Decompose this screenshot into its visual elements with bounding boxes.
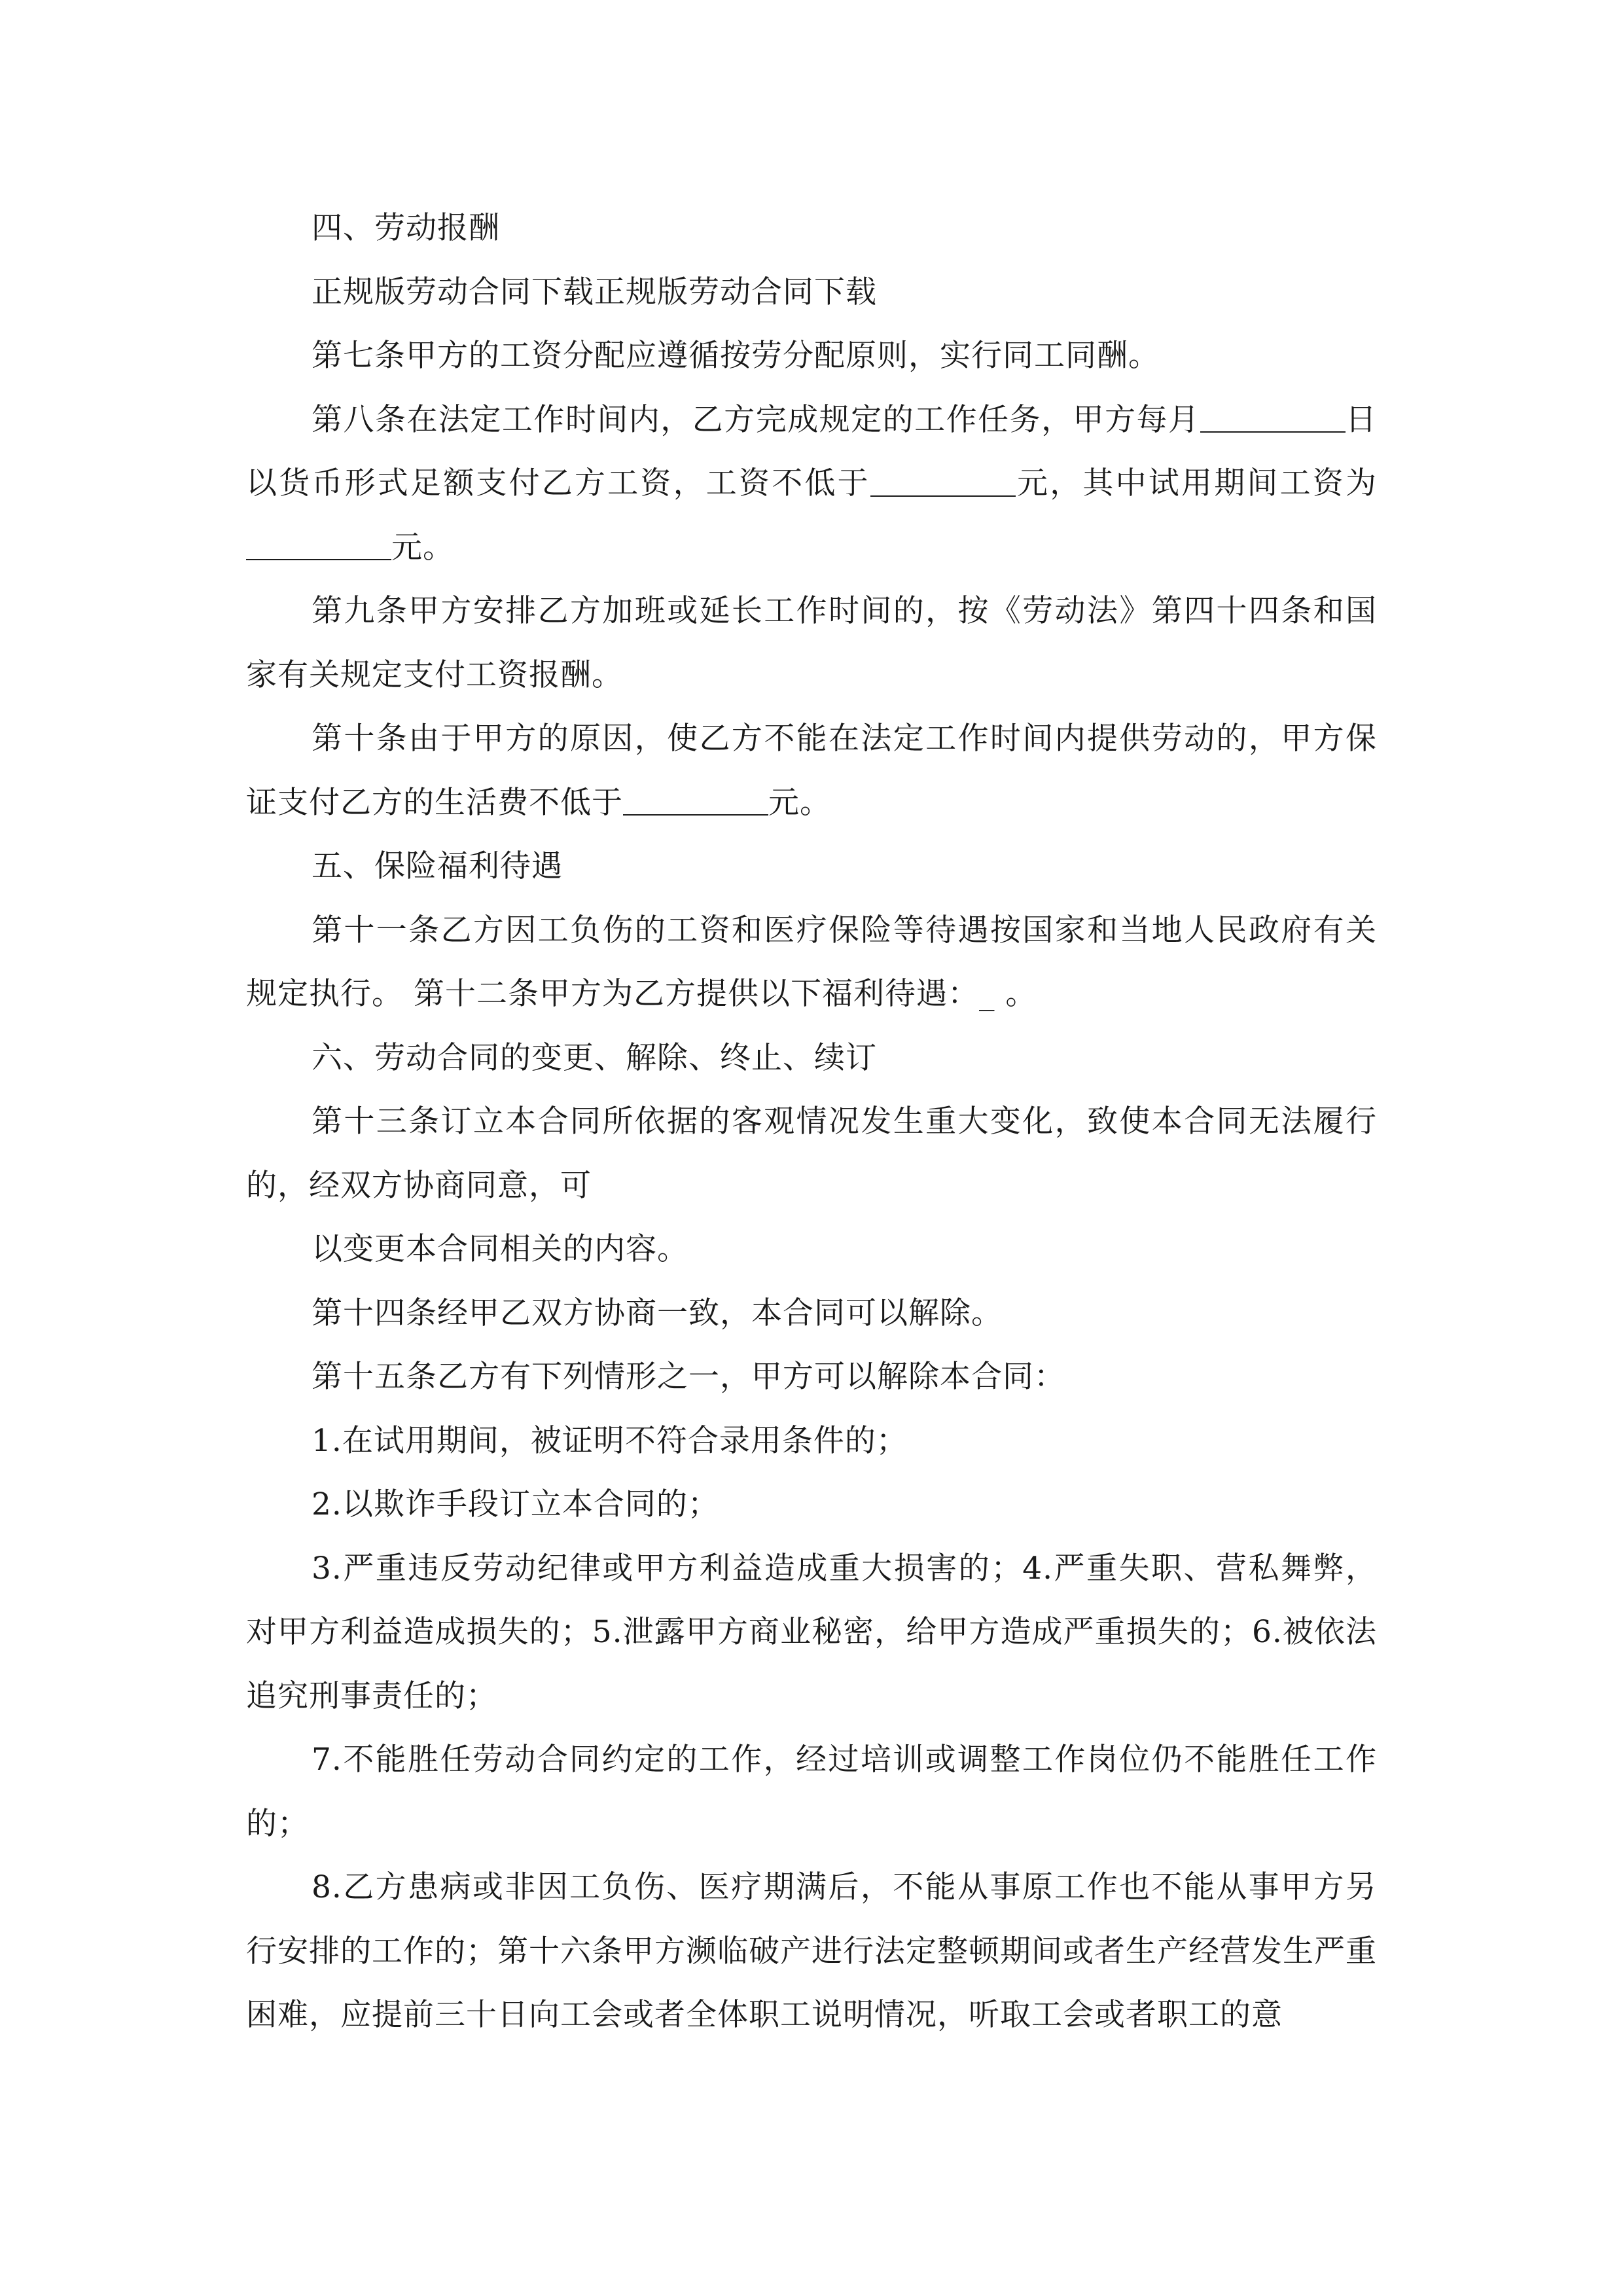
clause-13: 第十三条订立本合同所依据的客观情况发生重大变化，致使本合同无法履行的，经双方协商同意，可 [246, 1103, 1377, 1204]
clause-10-part-2: 元。 [768, 784, 831, 821]
clause-8-part-2: 日以货币形式足额支付乙方工资，工资不低于 [246, 401, 1377, 501]
clause-15: 第十五条乙方有下列情形之一，甲方可以解除本合同： [312, 1359, 1065, 1395]
clause-15-item-1: 1.在试用期间，被证明不符合录用条件的； [312, 1422, 908, 1459]
section-heading-contract-changes: 六、劳动合同的变更、解除、终止、续订 [312, 1039, 877, 1076]
section-heading-remuneration: 四、劳动报酬 [312, 210, 500, 246]
minimum-wage-blank [870, 465, 1016, 497]
clause-14: 第十四条经甲乙双方协商一致，本合同可以解除。 [312, 1295, 1003, 1331]
clause-11-12: 第十一条乙方因工负伤的工资和医疗保险等待遇按国家和当地人民政府有关规定执行。 第十二条甲方为乙方提供以下福利待遇：_ 。 [246, 912, 1377, 1012]
living-allowance-blank [623, 783, 768, 816]
clause-15-item-2: 2.以欺诈手段订立本合同的； [312, 1486, 719, 1522]
section-heading-insurance: 五、保险福利待遇 [312, 848, 563, 884]
clause-8-part-1: 第八条在法定工作时间内，乙方完成规定的工作任务，甲方每月 [312, 401, 1200, 438]
clause-15-item-8-and-16: 8.乙方患病或非因工负伤、医疗期满后，不能从事原工作也不能从事甲方另行安排的工作的；第十六条甲方濒临破产进行法定整顿期间或者生产经营发生严重困难，应提前三十日向工会或者全体职工说明情况，听取工会或者职工的意 [246, 1869, 1377, 2033]
clause-8 [246, 388, 1377, 580]
clause-15-items-3-6: 3.严重违反劳动纪律或甲方利益造成重大损害的；4.严重失职、营私舞弊，对甲方利益造成损失的；5.泄露甲方商业秘密，给甲方造成严重损失的；6.被依法追究刑事责任的； [246, 1550, 1377, 1714]
pay-day-blank [1200, 401, 1346, 433]
probation-wage-blank [246, 528, 391, 560]
clause-10-part-1: 第十条由于甲方的原因，使乙方不能在法定工作时间内提供劳动的，甲方保证支付乙方的生活费不低于 [246, 721, 1377, 821]
clause-9: 第九条甲方安排乙方加班或延长工作时间的，按《劳动法》第四十四条和国家有关规定支付工资报酬。 [246, 593, 1377, 693]
clause-8-part-3: 元，其中试用期间工资为 [1015, 465, 1378, 501]
clause-15-item-7: 7.不能胜任劳动合同约定的工作，经过培训或调整工作岗位仍不能胜任工作的； [246, 1742, 1377, 1842]
clause-10 [246, 707, 1377, 834]
clause-8-part-4: 元。 [391, 529, 454, 565]
clause-7: 第七条甲方的工资分配应遵循按劳分配原则，实行同工同酬。 [312, 338, 1160, 374]
document-body [246, 196, 1377, 2047]
clause-13-continuation: 以变更本合同相关的内容。 [312, 1231, 688, 1267]
watermark-text-line: 正规版劳动合同下载正规版劳动合同下载 [312, 274, 877, 310]
